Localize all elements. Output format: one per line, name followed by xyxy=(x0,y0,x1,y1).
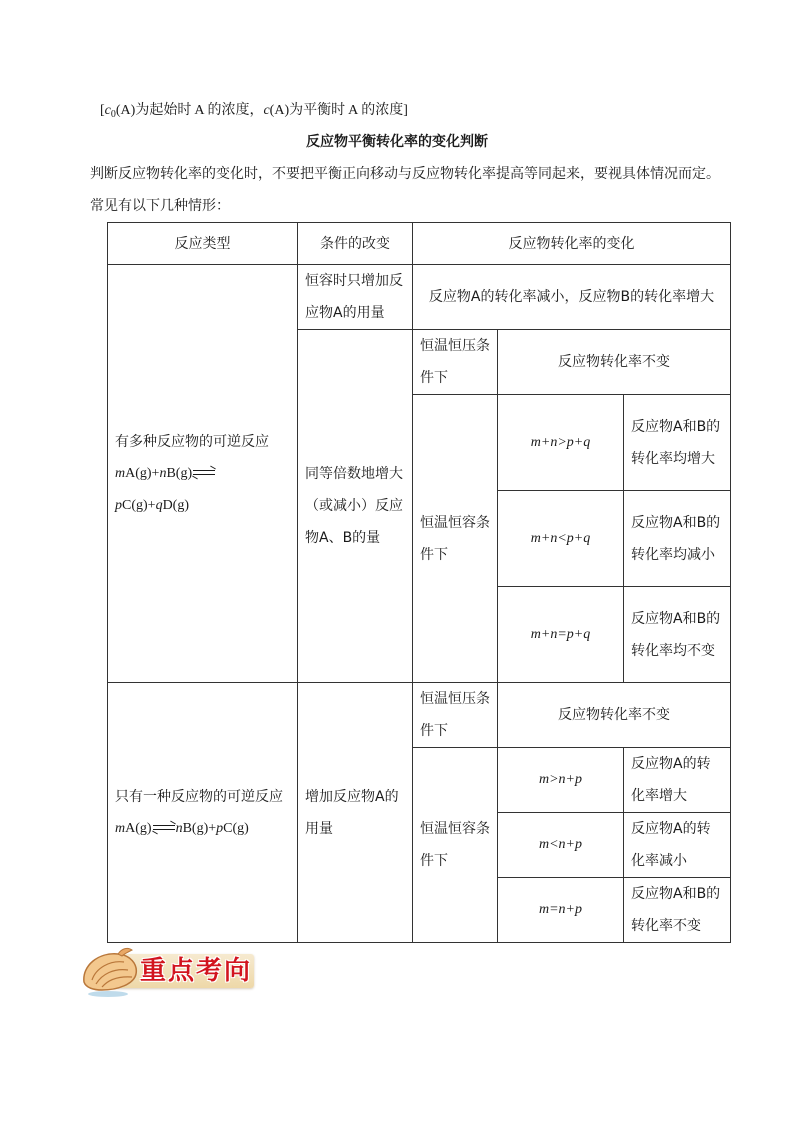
reaction-type-label: 只有一种反应物的可逆反应 xyxy=(115,788,283,805)
c0-arg: (A) xyxy=(115,103,136,118)
result-cell: 反应物转化率不变 xyxy=(498,330,731,395)
c0-desc-tail: 的浓度， xyxy=(207,103,264,118)
species-a: A xyxy=(348,103,359,118)
isobaric-label: 恒温恒压条件下 xyxy=(413,683,498,748)
table-row xyxy=(108,683,731,748)
reaction-type-multi xyxy=(108,265,298,683)
header-condition: 条件的改变 xyxy=(298,223,413,265)
reaction-type-single xyxy=(108,683,298,943)
formula-cell: m=n+p xyxy=(498,878,624,943)
bracket: [ xyxy=(100,103,105,118)
result-cell: 反应物A的转化率减小 xyxy=(624,813,731,878)
formula-cell: m+n>p+q xyxy=(498,395,624,491)
result-cell: 反应物A和B的转化率均增大 xyxy=(624,395,731,491)
condition-cell: 同等倍数地增大（或减小）反应物A、B的量 xyxy=(298,330,413,683)
isochoric-label: 恒温恒容条件下 xyxy=(413,395,498,683)
c-symbol: c xyxy=(263,103,270,118)
reaction-equation: mA(g) nB(g)+pC(g) xyxy=(115,820,249,836)
c-desc-tail: 的浓度] xyxy=(361,103,408,118)
header-reaction-type: 反应类型 xyxy=(108,223,298,265)
equilibrium-arrow-icon xyxy=(193,469,215,477)
isobaric-label: 恒温恒压条件下 xyxy=(413,330,498,395)
c-desc: 为平衡时 xyxy=(289,103,346,118)
table-header-row xyxy=(108,223,731,265)
key-points-banner xyxy=(78,944,258,998)
table-row xyxy=(108,265,731,330)
c0-subscript: 0 xyxy=(110,109,116,120)
condition-cell: 增加反应物A的用量 xyxy=(298,683,413,943)
formula-cell: m>n+p xyxy=(498,748,624,813)
result-cell: 反应物A的转化率减小，反应物B的转化率增大 xyxy=(413,265,731,330)
formula-cell: m<n+p xyxy=(498,813,624,878)
paragraph-2: 常见有以下几种情形： xyxy=(90,198,230,214)
result-cell: 反应物转化率不变 xyxy=(498,683,731,748)
header-conversion-change: 反应物转化率的变化 xyxy=(413,223,731,265)
reaction-equation: mA(g)+nB(g) pC(g)+qD(g) xyxy=(115,458,290,522)
result-cell: 反应物A和B的转化率均不变 xyxy=(624,587,731,683)
condition-cell: 恒容时只增加反应物A的用量 xyxy=(298,265,413,330)
result-cell: 反应物A的转化率增大 xyxy=(624,748,731,813)
formula-cell: m+n=p+q xyxy=(498,587,624,683)
conch-shell-icon xyxy=(78,944,142,998)
intro-note xyxy=(100,101,408,122)
isochoric-label: 恒温恒容条件下 xyxy=(413,748,498,943)
result-cell: 反应物A和B的转化率均减小 xyxy=(624,491,731,587)
species-a: A xyxy=(194,103,205,118)
formula-cell: m+n<p+q xyxy=(498,491,624,587)
result-cell: 反应物A和B的转化率不变 xyxy=(624,878,731,943)
c-arg: (A) xyxy=(269,103,290,118)
section-title: 反应物平衡转化率的变化判断 xyxy=(306,134,488,150)
conversion-table xyxy=(107,222,731,943)
banner-text: 重点考向 xyxy=(140,956,253,986)
equilibrium-arrow-icon xyxy=(153,824,175,832)
reaction-type-label: 有多种反应物的可逆反应 xyxy=(115,433,269,450)
c0-symbol: c xyxy=(104,103,111,118)
c0-desc: 为起始时 xyxy=(135,103,192,118)
paragraph-1: 判断反应物转化率的变化时，不要把平衡正向移动与反应物转化率提高等同起来，要视具体情况而定。 xyxy=(90,166,720,182)
